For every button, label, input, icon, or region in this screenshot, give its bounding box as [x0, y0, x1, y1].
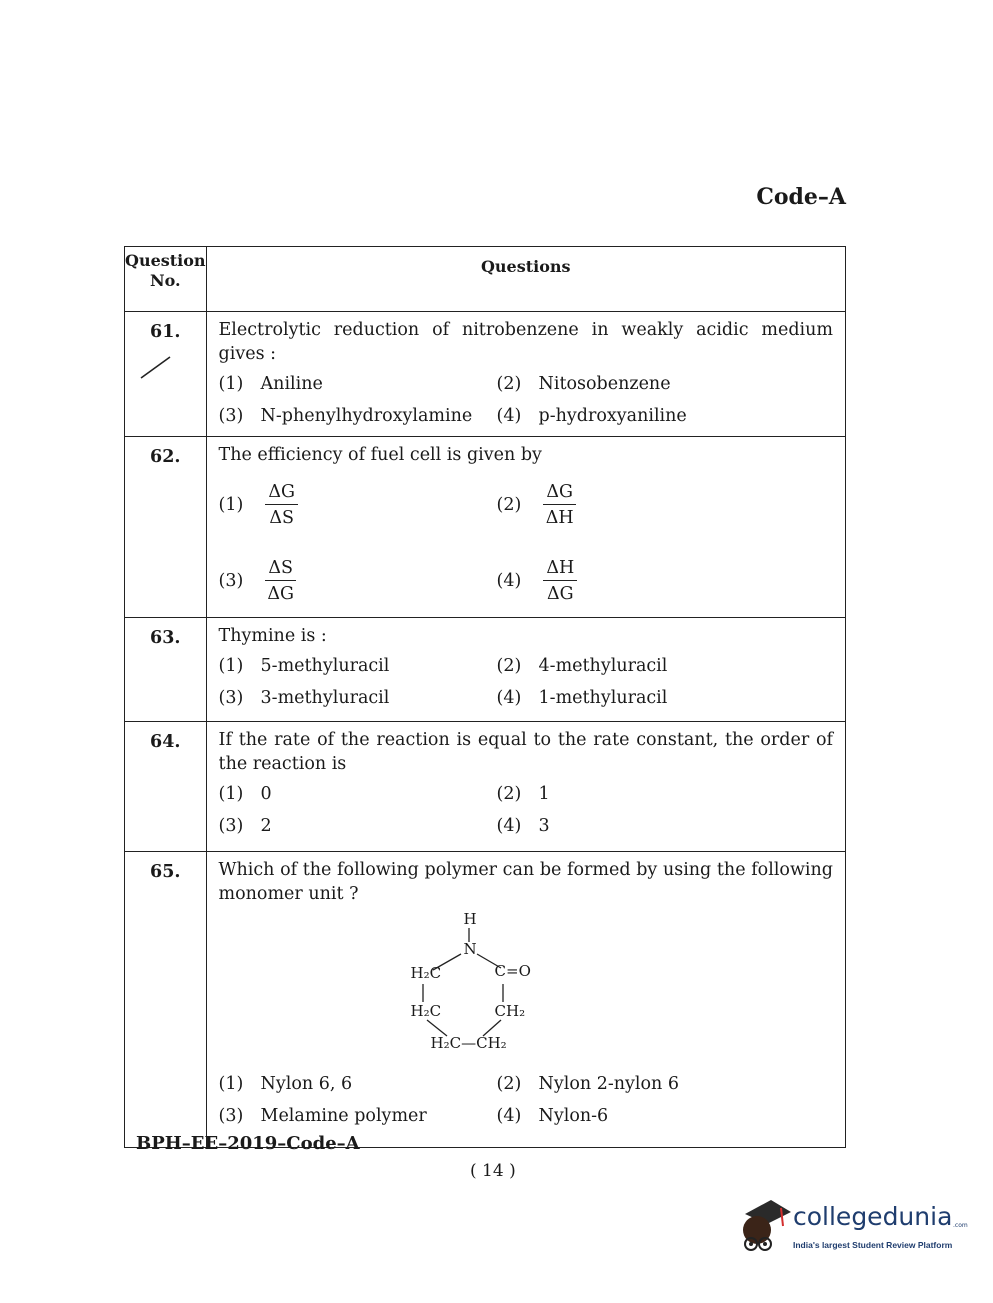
question-number-cell: [125, 312, 207, 437]
question-row: [125, 618, 846, 722]
fraction: $\frac{\Delta S}{\Delta G}$: [265, 557, 296, 605]
fraction: $\frac{\Delta H}{\Delta G}$: [543, 557, 577, 605]
question-body: [206, 618, 845, 722]
questions-table: [124, 246, 846, 1148]
option: (4) 3: [496, 816, 550, 836]
option: (2) $\frac{\Delta G}{\Delta H}$: [497, 481, 833, 529]
caprolactam-structure: [389, 912, 549, 1058]
question-body: [206, 852, 845, 1148]
brand-tagline: India's largest Student Review Platform: [793, 1240, 953, 1250]
option: (4) p-hydroxyaniline: [496, 406, 687, 426]
question-body: [206, 722, 845, 852]
option: (3) Melamine polymer: [218, 1106, 427, 1126]
atom-label: H₂C: [410, 1002, 442, 1020]
option: (3) 3-methyluracil: [218, 688, 390, 708]
atom-label: N: [463, 940, 477, 958]
tick-mark-icon: [139, 354, 173, 380]
options-grid: [219, 654, 833, 710]
option: (3) N-phenylhydroxylamine: [218, 406, 473, 426]
question-number: 62.: [150, 447, 181, 467]
column-header-questions: Questions: [206, 247, 845, 312]
atom-label: CH₂: [494, 1002, 526, 1020]
fraction: $\frac{\Delta G}{\Delta H}$: [543, 481, 576, 529]
brand-name: collegedunia: [793, 1202, 953, 1231]
column-header-question-no: Question No.: [125, 247, 207, 312]
question-number: 64.: [150, 732, 181, 752]
fraction: $\frac{\Delta G}{\Delta S}$: [265, 481, 298, 529]
question-number-cell: [125, 437, 207, 618]
option: (1) 5-methyluracil: [218, 656, 390, 676]
option: (2) 4-methyluracil: [496, 656, 668, 676]
option: (1) $\frac{\Delta G}{\Delta S}$: [219, 481, 497, 529]
question-body: [206, 312, 845, 437]
question-stem: Electrolytic reduction of nitrobenzene in weakly acidic medium gives :: [218, 320, 833, 364]
atom-label: H: [463, 910, 477, 928]
option: (3) $\frac{\Delta S}{\Delta G}$: [219, 557, 497, 605]
mascot-logo-icon: [735, 1196, 791, 1258]
question-row: [125, 852, 846, 1148]
collegedunia-watermark: [735, 1196, 968, 1258]
option: (2) 1: [496, 784, 550, 804]
question-stem: Thymine is :: [218, 626, 327, 646]
question-stem: If the rate of the reaction is equal to the rate constant, the order of the reaction is: [218, 730, 833, 774]
table-header-row: [125, 247, 846, 312]
paper-code: Code–A: [756, 184, 846, 210]
atom-label: H₂C—CH₂: [430, 1034, 507, 1052]
question-row: [125, 437, 846, 618]
option: (1) Nylon 6, 6: [218, 1074, 353, 1094]
question-number: 61.: [150, 322, 181, 342]
option: (4) 1-methyluracil: [496, 688, 668, 708]
options-grid: [219, 782, 833, 838]
question-stem: The efficiency of fuel cell is given by: [218, 445, 542, 465]
question-body: [206, 437, 845, 618]
brand-domain: .com: [953, 1222, 968, 1229]
option: (1) Aniline: [218, 374, 323, 394]
option: (2) Nitosobenzene: [496, 374, 671, 394]
question-number-cell: [125, 618, 207, 722]
option: (2) Nylon 2-nylon 6: [496, 1074, 680, 1094]
page-number: ( 14 ): [470, 1161, 516, 1181]
options-grid: [219, 481, 833, 605]
question-number-cell: [125, 852, 207, 1148]
option: (1) 0: [218, 784, 272, 804]
option: (4) Nylon-6: [496, 1106, 609, 1126]
question-stem: Which of the following polymer can be formed by using the following monomer unit ?: [218, 860, 833, 904]
option: (3) 2: [218, 816, 272, 836]
atom-label: H₂C: [410, 964, 442, 982]
option: (4) $\frac{\Delta H}{\Delta G}$: [497, 557, 833, 605]
options-grid: [219, 372, 833, 428]
options-grid: [219, 1072, 833, 1128]
question-number: 63.: [150, 628, 181, 648]
question-number-cell: [125, 722, 207, 852]
footer-paper-code: BPH–EE–2019–Code–A: [136, 1133, 360, 1154]
question-row: [125, 312, 846, 437]
atom-label: C=O: [494, 962, 531, 980]
question-number: 65.: [150, 862, 181, 882]
question-row: [125, 722, 846, 852]
